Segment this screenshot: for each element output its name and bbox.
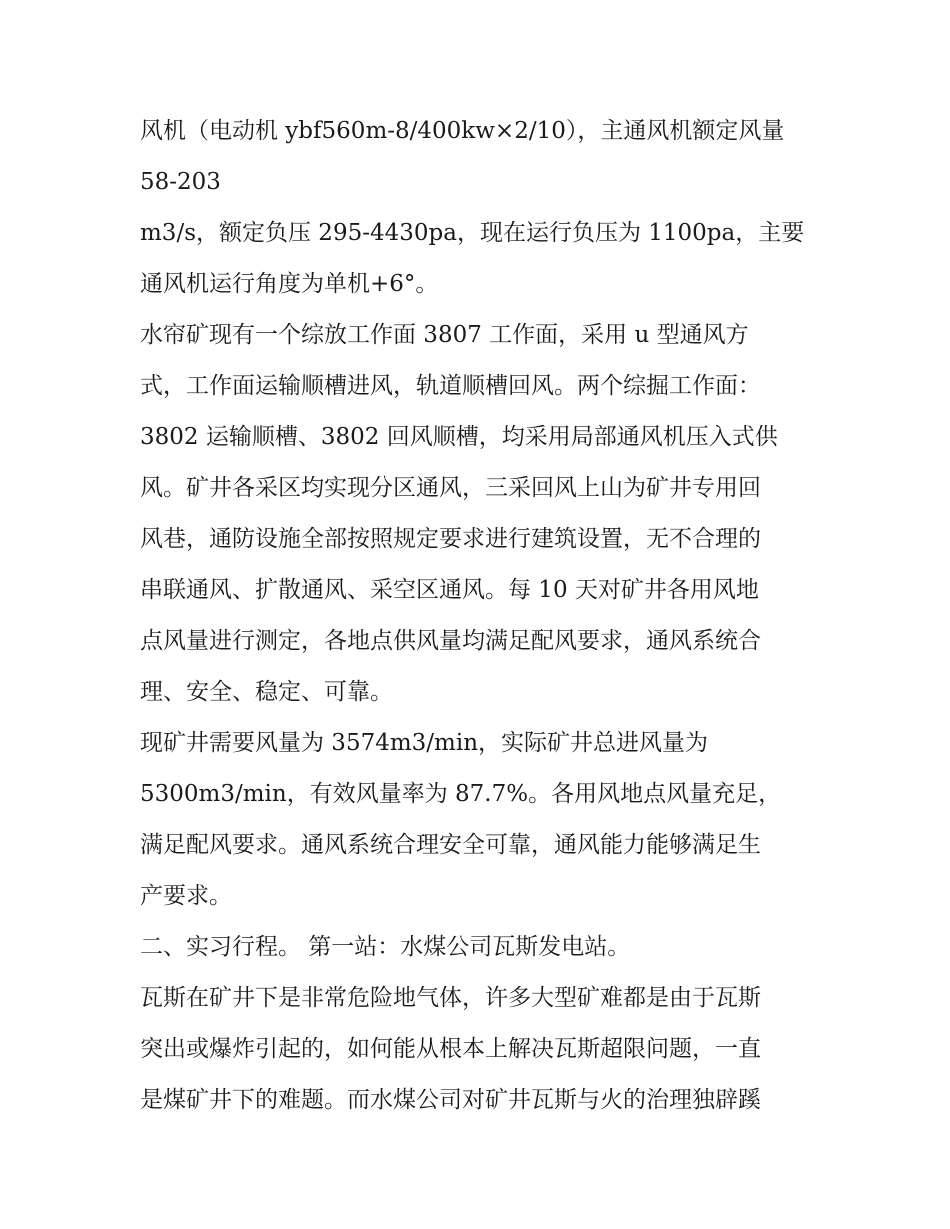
text-line-9: 风巷，通防设施全部按照规定要求进行建筑设置，无不合理的 <box>140 526 761 552</box>
text-line-19: 突出或爆炸引起的，如何能从根本上解决瓦斯超限问题，一直 <box>140 1036 761 1062</box>
text-line-18: 瓦斯在矿井下是非常危险地气体，许多大型矿难都是由于瓦斯 <box>140 985 761 1011</box>
body-text <box>140 106 830 1126</box>
text-line-12: 理、安全、稳定、可靠。 <box>140 679 393 705</box>
text-line-20: 是煤矿井下的难题。而水煤公司对矿井瓦斯与火的治理独辟蹊 <box>140 1087 761 1113</box>
text-line-2: 58-203 <box>140 169 221 195</box>
section-heading-itinerary: 二、实习行程。 第一站：水煤公司瓦斯发电站。 <box>140 934 631 960</box>
text-line-16: 产要求。 <box>140 883 232 909</box>
text-line-5: 水帘矿现有一个综放工作面 3807 工作面，采用 u 型通风方 <box>140 322 749 348</box>
text-line-13: 现矿井需要风量为 3574m3/min，实际矿井总进风量为 <box>140 730 709 756</box>
text-line-10: 串联通风、扩散通风、采空区通风。每 10 天对矿井各用风地 <box>140 577 759 603</box>
text-line-6: 式，工作面运输顺槽进风，轨道顺槽回风。两个综掘工作面： <box>140 373 761 399</box>
text-line-11: 点风量进行测定，各地点供风量均满足配风要求，通风系统合 <box>140 628 761 654</box>
text-line-1: 风机（电动机 ybf560m-8/400kw×2/10），主通风机额定风量 <box>140 118 785 144</box>
text-line-3: m3/s，额定负压 295-4430pa，现在运行负压为 1100pa，主要 <box>140 220 805 246</box>
text-line-7: 3802 运输顺槽、3802 回风顺槽，均采用局部通风机压入式供 <box>140 424 778 450</box>
text-line-4: 通风机运行角度为单机+6°。 <box>140 271 439 297</box>
text-line-15: 满足配风要求。通风系统合理安全可靠，通风能力能够满足生 <box>140 832 761 858</box>
text-line-14: 5300m3/min，有效风量率为 87.7%。各用风地点风量充足， <box>140 781 782 807</box>
text-line-8: 风。矿井各采区均实现分区通风，三采回风上山为矿井专用回 <box>140 475 761 501</box>
